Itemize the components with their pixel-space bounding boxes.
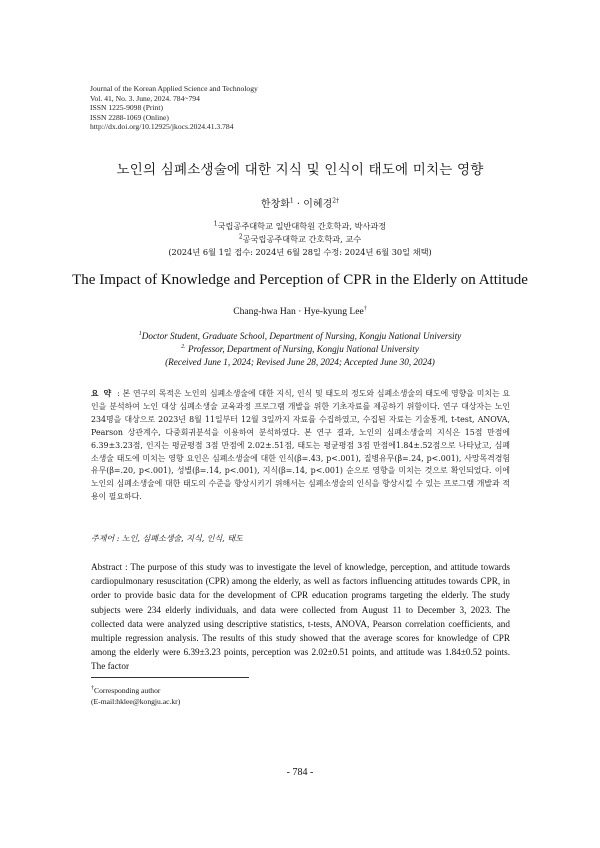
english-affiliation-2 — [0, 343, 600, 356]
journal-volume: Vol. 41, No. 3. June, 2024. 784~794 — [90, 93, 200, 103]
korean-author-2: 이혜경 — [303, 199, 333, 210]
korean-author-1: 한창화 — [260, 199, 290, 210]
korean-affiliation-2 — [0, 233, 600, 246]
english-affiliations — [0, 330, 600, 369]
footnote-email: (E-mail:hklee@kongju.ac.kr) — [91, 697, 181, 706]
footnote — [91, 685, 180, 707]
english-abstract-label: Abstract — [91, 562, 123, 572]
english-author-2: Hye-kyung Lee — [303, 306, 364, 317]
korean-affiliations — [0, 220, 600, 259]
korean-title: 노인의 심폐소생술에 대한 지식 및 인식이 태도에 미치는 영향 — [116, 162, 484, 178]
korean-keywords: 주제어 : 노인, 심폐소생술, 지식, 인식, 태도 — [91, 534, 243, 543]
korean-affiliation-1 — [0, 220, 600, 233]
footnote-divider — [91, 677, 249, 678]
english-authors — [0, 306, 600, 317]
english-affiliation-1-sup: 1 — [138, 330, 142, 337]
issn-print: ISSN 1225-9098 (Print) — [90, 103, 163, 113]
korean-dates: (2024년 6월 1일 접수: 2024년 6월 28일 수정: 2024년 6월 30일 채택) — [168, 247, 432, 257]
korean-affiliation-1-text: 국립공주대학교 일반대학원 간호학과, 박사과정 — [217, 221, 387, 231]
footnote-label: Corresponding author — [94, 686, 161, 695]
doi-link[interactable]: http://dx.doi.org/10.12925/jkocs.2024.41.3.784 — [90, 122, 234, 132]
page-number: - 784 - — [286, 767, 314, 778]
footnote-dagger: † — [91, 685, 94, 692]
korean-abstract-text: : 본 연구의 목적은 노인의 심폐소생술에 대한 지식, 인식 및 태도의 정도와 심폐소생술의 태도에 영향을 미치는 요인을 분석하여 노인 대상 심폐소생술 교육과정 프로그램 개발을 위한 기초자료를 제공하기 위함이다. 연구 대상자는 노인 234명을 대상으로 2023년 8월 11일부터 12월 3일까지 자료를 수집하였고, 수집된 자료는 기술통계, t-test, ANOVA, Pearson 상관계수, 다중회귀분석을 이용하여 분석하였다. 본 연구 결과, 노인의 심폐소생술의 지식은 15점 만점에 6.39±3.23점, 인지는 평균평점 3점 만점에 2.02±.51점, 태도는 평균평점 3점 만점에1.84±.52점으로 나타났고, 심폐소생술 태도에 미치는 영향 요인은 심폐소생술에 대한 인식(β=.43, p<.001), 질병유무(β=.24, p<.001), 사망목격경험 유무(β=.20, p<.001), 성별(β=.14, p<.001), 지식(β=.14, p<.001) 순으로 영향을 미치는 것으로 확인되었다. 이에 노인의 심폐소생술에 대한 태도의 수준을 향상시키기 위해서는 심폐소생술의 인식을 향상시킬 수 있는 프로그램 개발과 적용이 필요하다. — [91, 389, 510, 502]
korean-affiliation-2-sup: 2 — [238, 233, 243, 241]
korean-author-1-sup: 1 — [289, 197, 294, 205]
korean-abstract-label: 요 약 — [91, 389, 113, 398]
english-affiliation-1 — [0, 330, 600, 343]
footnote-corresponding — [91, 685, 180, 696]
english-abstract — [91, 560, 510, 674]
korean-abstract — [91, 388, 510, 504]
english-author-1: Chang-hwa Han — [233, 306, 296, 317]
english-affiliation-2-text: Professor, Department of Nursing, Kongju National University — [185, 344, 419, 354]
korean-affiliation-2-text: 공국립공주대학교 간호학과, 교수 — [242, 234, 362, 244]
author-separator: · — [293, 199, 304, 210]
journal-info — [90, 84, 258, 132]
issn-online: ISSN 2288-1069 (Online) — [90, 112, 169, 122]
english-abstract-text: : The purpose of this study was to investigate the level of knowledge, perception, and attitude towards cardiopulmonary resuscitation (CPR) among the elderly, as well as factors influencing attitudes towards CPR, in order to provide basic data for the development of CPR education programs targeting the elderly. The study subjects were 234 elderly individuals, and data were collected from August 11 to December 3, 2023. The collected data were analyzed using descriptive statistics, t-tests, ANOVA, Pearson correlation coefficients, and multiple regression analysis. The results of this study showed that the average scores for knowledge of CPR among the elderly were 6.39±3.23 points, perception was 2.02±0.51 points, and attitude was 1.84±0.52 points. The factor — [91, 562, 511, 672]
korean-author-2-sup: 2† — [332, 197, 340, 205]
english-affiliation-1-text: Doctor Student, Graduate School, Department of Nursing, Kongju National University — [141, 331, 462, 341]
english-author-2-sup: † — [363, 305, 367, 312]
english-author-separator: · — [295, 306, 304, 317]
english-dates: (Received June 1, 2024; Revised June 28, 2024; Accepted June 30, 2024) — [165, 357, 435, 367]
english-affiliation-2-sup: 2. — [181, 343, 186, 350]
korean-authors — [0, 195, 600, 210]
journal-name: Journal of the Korean Applied Science and Technology — [90, 84, 258, 93]
english-title: The Impact of Knowledge and Perception of CPR in the Elderly on Attitude — [72, 272, 528, 288]
korean-affiliation-1-sup: 1 — [213, 220, 218, 228]
